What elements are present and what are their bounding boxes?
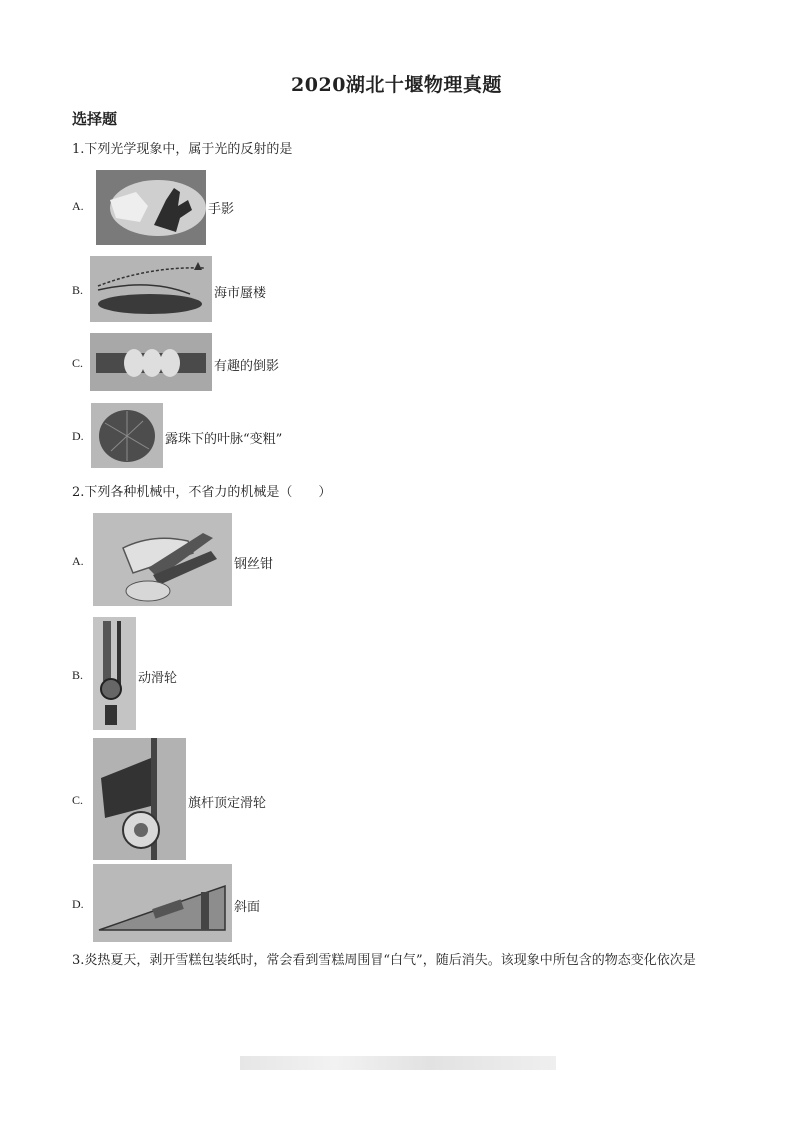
q2-option-a-text: 钢丝钳 [234, 557, 274, 572]
page-title: 2020湖北十堰物理真题 [291, 74, 502, 96]
incline-image [93, 864, 232, 942]
movable-pulley-image [93, 617, 136, 730]
q2-option-b-letter: B. [72, 668, 84, 682]
q1-option-c-text: 有趣的倒影 [214, 359, 280, 374]
q2-option-d-text: 斜面 [234, 900, 261, 915]
q2-option-b-text: 动滑轮 [138, 671, 178, 686]
q1-option-b-text: 海市蜃楼 [214, 286, 267, 301]
question-2-stem: 2.下列各种机械中，不省力的机械是（ ） [72, 485, 332, 500]
flagpole-pulley-image [93, 738, 186, 860]
q1-option-a-letter: A. [72, 199, 84, 213]
reflection-image [90, 333, 212, 391]
q1-option-d-text: 露珠下的叶脉“变粗” [165, 432, 283, 447]
question-3-stem: 3.炎热夏天，剥开雪糕包装纸时，常会看到雪糕周围冒“白气”，随后消失。该现象中所包含的物态变化依次是 [72, 953, 696, 968]
q2-option-a-letter: A. [72, 554, 84, 568]
q1-option-b-letter: B. [72, 283, 84, 297]
leaf-dewdrop-image [91, 403, 163, 468]
q1-option-d-letter: D. [72, 429, 84, 443]
q2-option-c-letter: C. [72, 793, 84, 807]
question-1-stem: 1.下列光学现象中，属于光的反射的是 [72, 142, 293, 157]
q1-option-a-text: 手影 [208, 202, 235, 217]
footer-watermark-blur [240, 1056, 556, 1070]
section-heading: 选择题 [72, 110, 118, 128]
pliers-image [93, 513, 232, 606]
q2-option-c-text: 旗杆顶定滑轮 [188, 796, 267, 811]
mirage-image [90, 256, 212, 322]
q1-option-c-letter: C. [72, 356, 84, 370]
q2-option-d-letter: D. [72, 897, 84, 911]
hand-shadow-image [96, 170, 206, 245]
